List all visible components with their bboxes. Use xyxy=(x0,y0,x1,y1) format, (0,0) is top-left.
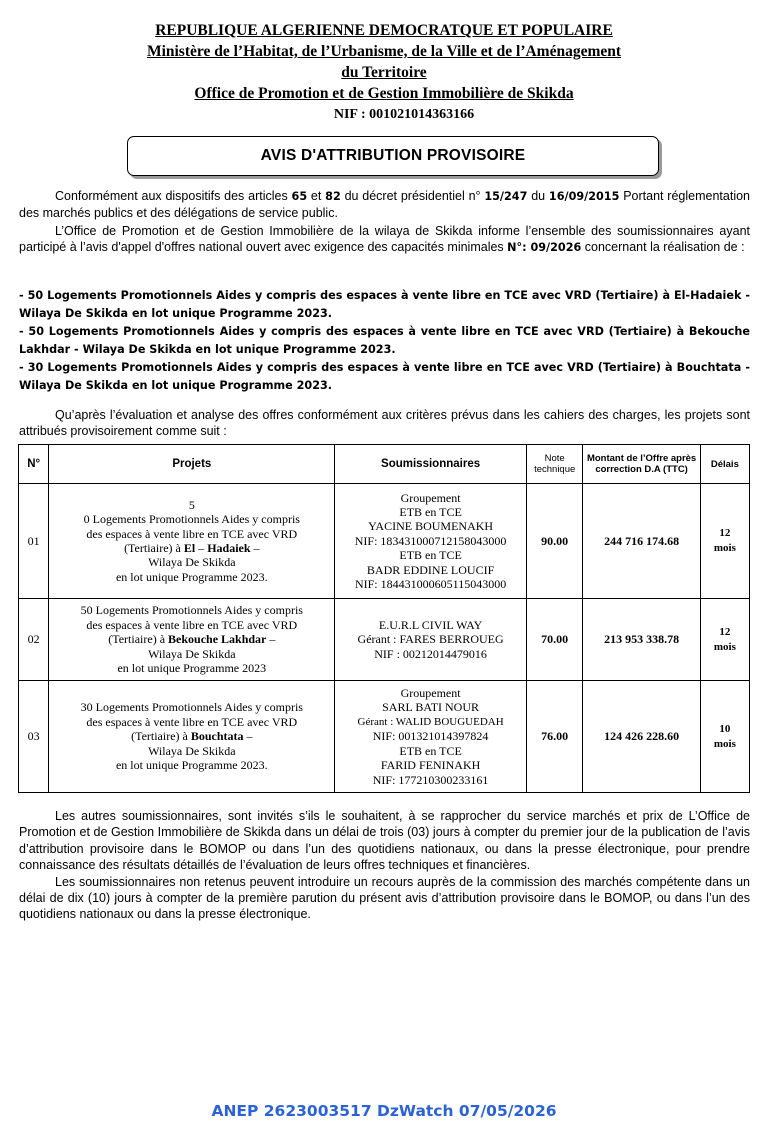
article-82: 82 xyxy=(325,190,341,203)
header-nif: NIF : 001021014363166 xyxy=(333,107,475,122)
col-header-no: N° xyxy=(19,445,49,484)
tender-number: N°: 09/2026 xyxy=(507,241,582,255)
project-line: 5 xyxy=(188,497,195,512)
header-republic: REPUBLIQUE ALGERIENNE DEMOCRATQUE ET POPULAIRE xyxy=(155,22,613,39)
closing-paragraph-1: Les autres soumissionnaires, sont invités s’ils le souhaitent, à se rapprocher du service marchés et prix de L’Office de Promotion et de Gestion Immobilière de Skikda dans un délai de trois (03) jours à compter du premier jour de la publication de l’avis d’attribution provisoire dans le BOMOP ou dans l’un des quotidiens nationaux, ou dans la presse électronique, pour prendre connaissance des résultats détaillés de l’évaluation de leurs offres techniques et financières. xyxy=(19,809,750,873)
header-office: Office de Promotion et de Gestion Immobilière de Skikda xyxy=(194,85,574,102)
project-line xyxy=(51,541,332,555)
bidder-line: ETB en TCE xyxy=(399,743,462,758)
col-header-delais: Délais xyxy=(700,445,749,484)
col-header-montant: Montant de l’Offre après correction D.A (TTC) xyxy=(583,445,700,484)
intro-p1-b: et xyxy=(307,189,326,203)
table-header-row xyxy=(19,445,750,484)
project-line: 0 Logements Promotionnels Aides y compris xyxy=(83,512,300,527)
bidder-line: E.U.R.L CIVIL WAY xyxy=(378,617,483,632)
footer-reference: ANEP 2623003517 DzWatch 07/05/2026 xyxy=(211,1102,557,1120)
intro-p2-a: L’Office de Promotion et de Gestion Immobilière de la wilaya de Skikda informe l’ensemble des soumissionnaires ayant participé à l’avis d'appel d'offres national ouvert avec exigence des capacités minimales xyxy=(19,223,750,255)
project-line xyxy=(51,632,332,646)
row-number: 02 xyxy=(19,599,49,681)
technical-score: 70.00 xyxy=(526,599,583,681)
intro-paragraph-1 xyxy=(19,188,750,222)
delay-cell xyxy=(700,484,749,599)
bidder-cell xyxy=(335,599,527,681)
bidder-line: SARL BATI NOUR xyxy=(382,700,480,715)
attribution-table xyxy=(18,444,750,793)
project-line: des espaces à vente libre en TCE avec VRD xyxy=(86,714,298,729)
project-text: (Tertiaire) à xyxy=(131,729,191,744)
bidder-line: BADR EDDINE LOUCIF xyxy=(366,562,495,577)
intro-p1-e: Portant réglementation des marchés publics et des délégations de service public. xyxy=(19,189,750,221)
lot-item: - 50 Logements Promotionnels Aides y compris des espaces à vente libre en TCE avec VRD (Tertiaire) à Bekouche Lakhdar - Wilaya De Skikda en lot unique Programme 2023. xyxy=(19,325,750,356)
project-line: des espaces à vente libre en TCE avec VRD xyxy=(86,526,298,541)
lot-item: - 50 Logements Promotionnels Aides y compris des espaces à vente libre en TCE avec VRD (Tertiaire) à El-Hadaiek - Wilaya De Skikda en lot unique Programme 2023. xyxy=(19,289,750,320)
project-text: – xyxy=(195,541,208,555)
delay-value: 10 xyxy=(719,722,731,735)
decree-date: 16/09/2015 xyxy=(548,190,620,203)
closing-paragraph-2: Les soumissionnaires non retenus peuvent introduire un recours auprès de la commission des marchés compétente dans un délai de dix (10) jours à compter de la première parution du présent avis d’attribution provisoire dans le BOMOP, ou dans l’un des quotidiens nationaux ou dans la presse électronique. xyxy=(19,874,750,922)
project-location: Bouchtata xyxy=(190,729,244,744)
notice-title xyxy=(127,136,659,176)
offer-amount: 124 426 228.60 xyxy=(583,681,700,793)
project-location: El xyxy=(183,541,196,555)
project-line: Wilaya De Skikda xyxy=(148,646,236,661)
intro-p1-c: du décret présidentiel n° xyxy=(340,189,485,203)
intro-p2-b: concernant la réalisation de : xyxy=(581,240,745,255)
letterhead xyxy=(0,20,768,125)
offer-amount: 244 716 174.68 xyxy=(583,484,700,599)
lots-list xyxy=(19,287,750,395)
article-65: 65 xyxy=(291,190,308,203)
bidder-cell xyxy=(335,681,527,793)
project-text: – xyxy=(250,541,260,555)
col-header-note: Note technique xyxy=(526,445,583,484)
delay-unit: mois xyxy=(713,542,736,554)
table-row xyxy=(19,681,750,793)
bidder-line: NIF: 183431000712158043000 xyxy=(354,533,507,548)
bidder-line: NIF: 001321014397824 xyxy=(372,729,489,744)
evaluation-paragraph: Qu’après l’évaluation et analyse des offres conformément aux critères prévus dans les cahiers des charges, les projets sont attribués provisoirement comme suit : xyxy=(19,408,750,439)
bidder-line: NIF : 00212014479016 xyxy=(374,646,487,661)
delay-value: 12 xyxy=(719,527,731,539)
project-text: – xyxy=(266,632,276,647)
project-text: – xyxy=(243,729,253,744)
project-line: 30 Logements Promotionnels Aides y compris xyxy=(80,700,303,715)
delay-cell xyxy=(700,599,749,681)
bidder-line: Groupement xyxy=(400,686,461,701)
technical-score: 90.00 xyxy=(526,484,583,599)
bidder-line: ETB en TCE xyxy=(399,548,462,563)
bidder-line: ETB en TCE xyxy=(399,504,462,519)
header-ministry-cont: du Territoire xyxy=(341,64,427,81)
intro-text xyxy=(19,188,750,257)
intro-p1-d: du xyxy=(527,189,549,203)
bidder-line: YACINE BOUMENAKH xyxy=(368,519,494,534)
closing-text xyxy=(19,808,750,923)
project-cell xyxy=(49,484,335,599)
project-cell xyxy=(49,599,335,681)
project-text: (Tertiaire) à xyxy=(108,632,169,647)
bidder-cell xyxy=(335,484,527,599)
project-line: 50 Logements Promotionnels Aides y compris xyxy=(80,603,303,618)
row-number: 01 xyxy=(19,484,49,599)
technical-score: 76.00 xyxy=(526,681,583,793)
delay-unit: mois xyxy=(713,737,736,750)
bidder-line: Gérant : WALID BOUGUEDAH xyxy=(357,715,504,728)
col-header-projets: Projets xyxy=(49,445,335,484)
project-line: Wilaya De Skikda xyxy=(148,743,236,758)
intro-paragraph-2 xyxy=(19,223,750,257)
project-line xyxy=(51,729,332,743)
lot-item: - 30 Logements Promotionnels Aides y compris des espaces à vente libre en TCE avec VRD (Tertiaire) à Bouchtata - Wilaya De Skikda en lot unique Programme 2023. xyxy=(19,361,750,392)
row-number: 03 xyxy=(19,681,49,793)
notice-title-text: AVIS D'ATTRIBUTION PROVISOIRE xyxy=(260,147,526,164)
project-line: des espaces à vente libre en TCE avec VRD xyxy=(86,617,298,632)
table-row xyxy=(19,599,750,681)
delay-cell xyxy=(700,681,749,793)
project-location: Bekouche Lakhdar xyxy=(168,632,267,647)
header-ministry: Ministère de l’Habitat, de l’Urbanisme, de la Ville et de l’Aménagement xyxy=(146,43,622,60)
decree-number: 15/247 xyxy=(484,190,528,203)
project-line: Wilaya De Skikda xyxy=(148,555,236,570)
project-line: en lot unique Programme 2023 xyxy=(117,661,267,676)
project-line: en lot unique Programme 2023. xyxy=(115,569,268,584)
project-line: en lot unique Programme 2023. xyxy=(115,758,268,773)
bidder-line: NIF: 177210300233161 xyxy=(372,772,489,787)
col-header-soumissionnaires: Soumissionnaires xyxy=(335,445,527,484)
offer-amount: 213 953 338.78 xyxy=(583,599,700,681)
bidder-line: Groupement xyxy=(400,490,461,505)
project-cell xyxy=(49,681,335,793)
table-row xyxy=(19,484,750,599)
delay-unit: mois xyxy=(713,640,736,653)
bidder-line: FARID FENINAKH xyxy=(380,758,481,773)
intro-p1-a: Conformément aux dispositifs des articles xyxy=(55,189,292,203)
bidder-line: Gérant : FARES BERROUEG xyxy=(357,632,504,647)
bidder-line: NIF: 184431000605115043000 xyxy=(354,577,507,592)
project-location: Hadaiek xyxy=(207,541,251,555)
project-text: (Tertiaire) à xyxy=(124,541,184,555)
delay-value: 12 xyxy=(719,625,731,638)
